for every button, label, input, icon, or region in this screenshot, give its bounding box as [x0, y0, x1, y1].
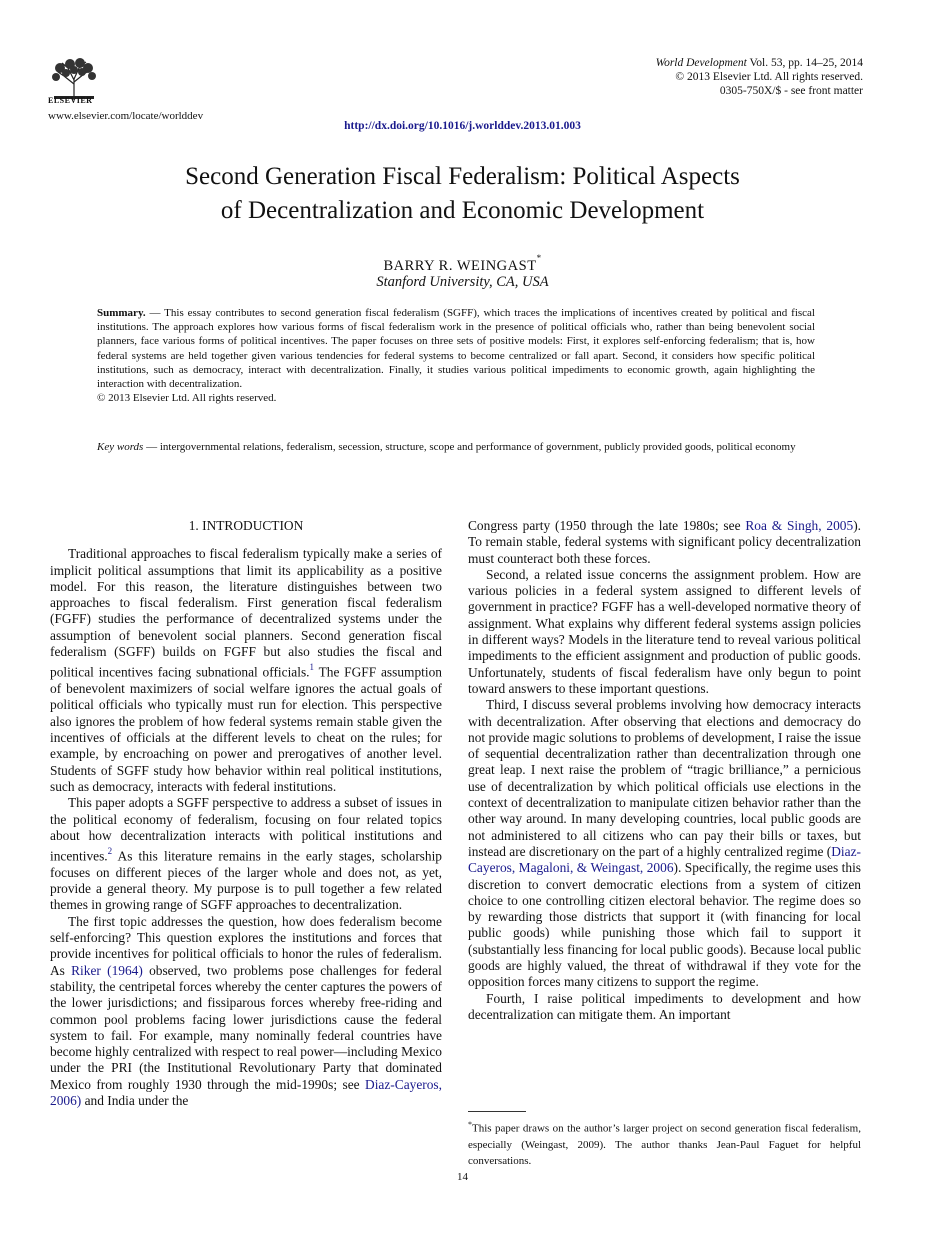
footnote-ref-2[interactable]: 2: [107, 846, 113, 857]
summary-text: This essay contributes to second generation fiscal federalism (SGFF), which traces the implications of incentives created by political and fiscal institutions. The approach explores how various forms of fiscal federalism work in the presence of political officials who, rather than being benevolent social planners, face various forms of political incentives. The paper focuses on three sets of positive models: First, it explores self-enforcing federalism; that is, how federal systems are held together given various tendencies for federal systems to become centralized or fall apart. Second, it considers how specific political institutions, such as democracy, interact with decentralization. Finally, it studies various political impediments to economic growth, again highlighting the interaction with decentralization.: [97, 307, 815, 391]
paragraph-text: and India under the: [81, 1093, 189, 1109]
paragraph: [468, 697, 861, 990]
body-column-left: [50, 518, 442, 1109]
paragraph: Second, a related issue concerns the assignment problem. How are various policies in a federal system assigned to different levels of government in practice? FGFF has a well-developed normative theory of assignment. What explains why different federal systems assign policies in different ways? Models in the literature tend to reveal various political impediments to the efficient assignment and production of public goods. Unfortunately, students of fiscal federalism have only begun to point toward answers to these important questions.: [468, 566, 861, 696]
paragraph: [50, 546, 442, 795]
paragraph-text: This paper adopts a SGFF perspective to address a subset of issues in the political economy of federalism, focusing on four related topics about how decentralization interacts with political institutions and incentives.: [50, 795, 442, 864]
paragraph: [50, 795, 442, 914]
summary-copyright: © 2013 Elsevier Ltd. All rights reserved.: [97, 392, 277, 405]
journal-volume-line: [656, 56, 863, 70]
paragraph-text: ). Specifically, the regime uses this discretion to convert democratic elections from a system of citizen choice to one controlling citizen electoral behavior. The regime does so by rewarding those districts that support it (with financing for local public goods) while punishing those which fail to support it (substantially less financing for local public goods). Because local public goods are highly valued, the threat of withdrawal if they vote for the opposition forces many citizens to support the regime.: [468, 860, 861, 990]
journal-site-url[interactable]: www.elsevier.com/locate/worlddev: [48, 110, 204, 122]
copyright-line: © 2013 Elsevier Ltd. All rights reserved.: [675, 71, 863, 83]
journal-citation: [656, 56, 863, 98]
body-column-right: [468, 518, 861, 1023]
article-title: [90, 160, 835, 228]
abstract: [97, 306, 815, 405]
paragraph-text: As this literature remains in the early stages, scholarship focuses on different pieces of the larger whole and does not, as yet, provide a general theory. My purpose is to pull together a few related themes in growing range of SGFF approaches to decentralization.: [50, 848, 442, 913]
paragraph-text: Traditional approaches to fiscal federalism typically make a series of implicit political assumptions that limit its applicability as a positive model. For this reason, the literature distinguishes between two approaches to fiscal federalism. First generation fiscal federalism (FGFF) studies the performance of decentralized systems under the assumption of benevolent social planners. Second generation fiscal federalism (SGFF) builds on FGFF but also studies the fiscal and political incentives facing subnational officials.: [50, 546, 442, 680]
title-line-1: Second Generation Fiscal Federalism: Political Aspects: [185, 163, 740, 190]
paragraph-text: The first topic addresses the question, how does federalism become self-enforcing? This question explores the institutions and forces that provide incentives for political officials to honor the rules of federalism. As: [50, 913, 442, 978]
citation-link-roa-singh[interactable]: Roa & Singh, 2005: [745, 518, 854, 533]
journal-name: World Development: [655, 57, 747, 69]
doi-link[interactable]: http://dx.doi.org/10.1016/j.worlddev.2013.01.003: [344, 120, 581, 132]
paragraph: Fourth, I raise political impediments to development and how decentralization can mitigate them. An important: [468, 990, 861, 1022]
keywords-label: Key words: [97, 441, 144, 453]
paragraph-text: Third, I discuss several problems involving how democracy interacts with decentralization. After observing that elections and democracy do not provide magic solutions to problems of development, I raise the issue of sequential decentralization rather than decentralization through one great leap. I next raise the problem of “tragic brilliance,” a pernicious use of decentralization by which political officials use elections in the context of decentralization to manipulate citizen behavior rather than the other way around. In many developing countries, local public goods are not administered to all citizens who can pay their bills or taxes, but instead are discretionary on the part of a highly centralized regime (: [468, 697, 861, 859]
publisher-logo-text: ELSEVIER: [48, 96, 93, 105]
footnote-divider: [468, 1111, 526, 1112]
paragraph: [468, 518, 861, 567]
paragraph-text: observed, two problems pose challenges for federal stability, the centripetal forces whereby the center captures the powers of the lower jurisdictions; and fissiparous forces whereby free-riding and common pool problems facing lower jurisdictions cause the federal system to fail. For example, many nominally federal countries have become highly centralized with respect to real power—including Mexico under the PRI (the Institutional Revolutionary Party that dominated Mexico from roughly 1930 through the mid-1990s; see: [50, 962, 442, 1092]
footnote-ref-1[interactable]: 1: [309, 662, 315, 673]
page-number: 14: [457, 1171, 468, 1183]
paragraph-text: ). To remain stable, federal systems with significant policy decentralization must counteract both these forces.: [468, 518, 861, 566]
keywords-text: intergovernmental relations, federalism, secession, structure, scope and performance of government, publicly provided goods, political economy: [159, 441, 796, 453]
keywords: [97, 440, 815, 454]
citation-link-diaz-cayeros[interactable]: Diaz-Cayeros, 2006): [50, 1076, 442, 1109]
footnote-mark: *: [468, 1120, 472, 1129]
author-affiliation: Stanford University, CA, USA: [376, 274, 549, 290]
summary-separator: —: [145, 307, 165, 319]
author-name-text: BARRY R. WEINGAST: [383, 257, 537, 274]
paragraph: [50, 914, 442, 1110]
summary-label: Summary.: [97, 307, 146, 319]
paragraph-text: The FGFF assumption of benevolent maximizers of social welfare ignores the actual goals of political officials who typically must run for election. This perspective also ignores the problem of how federal systems remain stable given the incentives of officials at the different levels to cheat on the rules; for example, by encroaching on power and prerogatives of another level. Students of SGFF study how behavior within real political institutions, such as democracy, interacts with federal institutions.: [50, 664, 442, 794]
footnote-text: This paper draws on the author’s larger project on second generation fiscal federalism, especially (Weingast, 2009). The author thanks Jean-Paul Faguet for helpful conversations.: [468, 1122, 861, 1167]
author-footnote-mark[interactable]: *: [536, 253, 542, 263]
footnote: [468, 1117, 861, 1169]
issn-line: 0305-750X/$ - see front matter: [719, 85, 863, 97]
author-name: [0, 253, 925, 275]
journal-volume: Vol. 53, pp. 14–25, 2014: [746, 57, 863, 69]
keywords-separator: —: [143, 441, 160, 453]
title-line-2: of Decentralization and Economic Development: [220, 197, 705, 224]
citation-link-diaz-cayeros-magaloni-weingast[interactable]: Diaz-Cayeros, Magaloni, & Weingast, 2006: [468, 843, 862, 876]
citation-link-riker[interactable]: Riker (1964): [71, 962, 143, 978]
section-heading: 1. INTRODUCTION: [188, 518, 304, 533]
paragraph-text: Congress party (1950 through the late 1980s; see: [468, 518, 746, 533]
